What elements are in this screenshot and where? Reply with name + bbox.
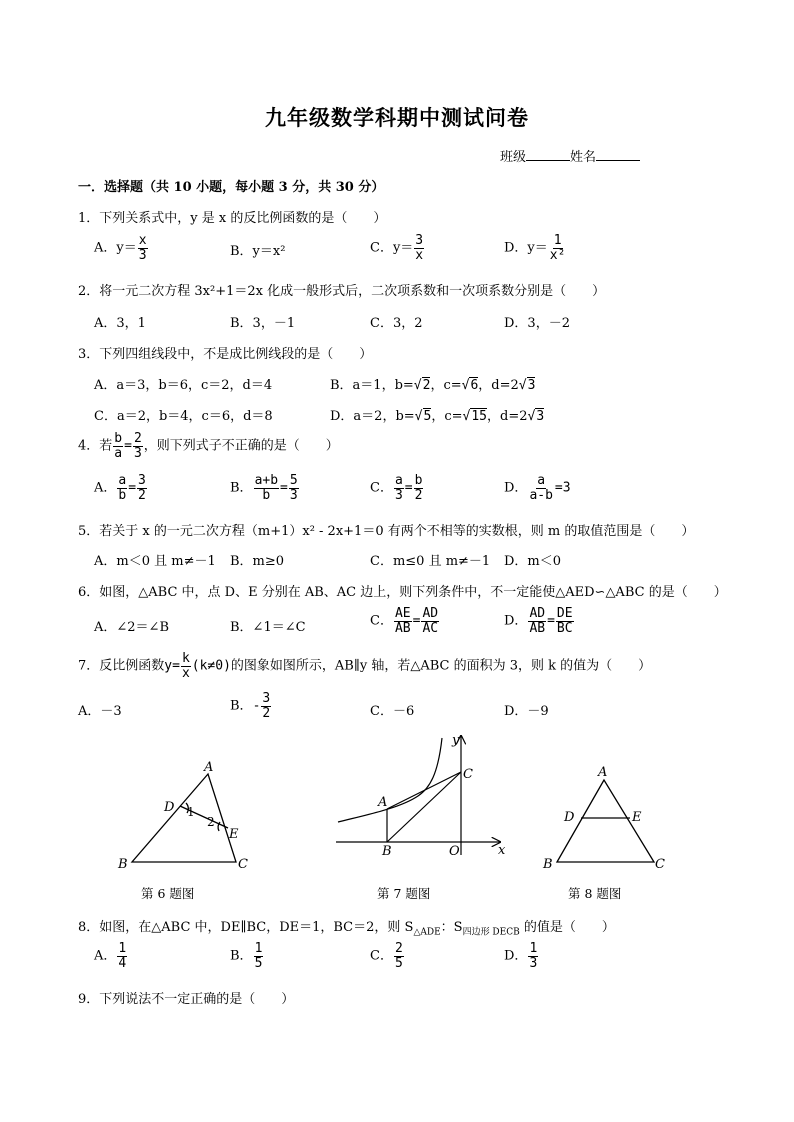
numerator: 3 xyxy=(415,233,424,248)
equals: = xyxy=(547,613,555,629)
subscript: △ADE xyxy=(413,927,441,938)
fraction xyxy=(261,692,271,720)
question-3-option-c: C．a＝2，b＝4，c＝6，d＝8 xyxy=(94,409,273,424)
question-5-option-d: D．m＜0 xyxy=(504,554,562,569)
label-d: D xyxy=(164,800,175,815)
fraction xyxy=(289,474,299,502)
name-label: 姓名 xyxy=(570,150,597,165)
denominator: 3 xyxy=(133,445,142,461)
condition: (k≠0) xyxy=(191,658,231,674)
question-4-option-a xyxy=(94,474,148,502)
option-text: A． xyxy=(94,948,117,964)
question-8-option-b xyxy=(230,942,264,970)
numerator: 3 xyxy=(262,691,271,706)
sqrt-sign: √ xyxy=(462,409,471,424)
numerator: DE xyxy=(556,606,573,621)
label-c: C xyxy=(238,857,248,872)
figure-7-graph xyxy=(330,730,510,860)
option-text: A． xyxy=(94,480,117,496)
question-5-option-b: B．m≥0 xyxy=(230,554,285,569)
label-e: E xyxy=(229,827,239,842)
question-1-option-c xyxy=(370,234,425,262)
class-blank xyxy=(526,149,570,161)
denominator: a xyxy=(114,445,123,461)
option-text: D．a＝2，b= xyxy=(330,409,415,424)
minus-sign: - xyxy=(252,698,261,714)
denominator: b xyxy=(118,487,127,503)
label-b: B xyxy=(543,857,553,872)
label-angle-2: 2 xyxy=(207,815,215,829)
option-text: ，c= xyxy=(430,378,462,393)
option-text: ，d=2 xyxy=(478,378,519,393)
question-4-option-b xyxy=(230,474,300,502)
question-5-option-c: C．m≤0 且 m≠－1 xyxy=(370,554,491,569)
fraction xyxy=(254,942,264,970)
denominator: a-b xyxy=(529,487,553,503)
question-8-option-a xyxy=(94,942,128,970)
figure-8-triangle xyxy=(540,762,670,874)
label-a: A xyxy=(598,765,608,780)
question-6-option-a: A．∠2＝∠B xyxy=(94,620,169,635)
section-heading: 一．选择题（共 10 小题，每小题 3 分，共 30 分） xyxy=(78,180,385,195)
question-8-option-c xyxy=(370,942,405,970)
option-text: C．y＝ xyxy=(370,240,414,256)
label-b: B xyxy=(118,857,128,872)
figure-6-caption: 第 6 题图 xyxy=(141,886,195,901)
numerator: 5 xyxy=(289,473,298,488)
fraction xyxy=(117,942,127,970)
denominator: 3 xyxy=(138,247,147,263)
radicand: 6 xyxy=(470,378,479,393)
numerator: x xyxy=(138,233,147,248)
numerator: AD xyxy=(529,606,546,621)
numerator: 3 xyxy=(138,473,146,488)
figure-6-triangle xyxy=(110,756,270,876)
fraction xyxy=(528,942,538,970)
question-6-option-c xyxy=(370,607,440,635)
option-text: C． xyxy=(370,613,393,629)
question-1-option-d xyxy=(504,234,567,262)
radicand: 3 xyxy=(536,409,545,424)
equation-lhs: y= xyxy=(164,658,180,674)
class-name-line xyxy=(500,146,640,165)
fraction xyxy=(113,432,123,460)
label-y: y xyxy=(452,733,460,748)
stem-text: 4．若 xyxy=(78,438,113,454)
option-text: B． xyxy=(230,480,253,496)
label-e: E xyxy=(632,810,642,825)
question-2-option-d: D．3，－2 xyxy=(504,316,570,331)
denominator: x² xyxy=(549,247,566,263)
option-text: =3 xyxy=(554,480,571,496)
question-1-option-a xyxy=(94,234,149,262)
denominator: AB xyxy=(529,620,546,636)
option-text: B．a＝1，b= xyxy=(330,378,414,393)
question-3-stem: 3．下列四组线段中，不是成比例线段的是（ ） xyxy=(78,347,373,362)
denominator: b xyxy=(262,487,271,503)
question-8-stem xyxy=(78,916,615,938)
radicand: 2 xyxy=(422,378,431,393)
stem-text: 的值是（ ） xyxy=(519,920,615,935)
option-text: B． xyxy=(230,698,253,714)
numerator: 2 xyxy=(394,941,403,956)
numerator: 1 xyxy=(553,233,562,248)
denominator: x xyxy=(181,665,190,681)
fraction xyxy=(254,474,279,502)
option-text: C． xyxy=(370,948,393,964)
question-6-stem: 6．如图，△ABC 中，点 D、E 分别在 AB、AC 边上，则下列条件中，不一定能使△AED∽△ABC 的是（ ） xyxy=(78,585,727,600)
triangle-abc xyxy=(132,774,236,862)
fraction xyxy=(421,607,439,635)
option-text: D． xyxy=(504,948,528,964)
option-text: A．y＝ xyxy=(94,240,137,256)
fraction xyxy=(394,607,412,635)
radicand: 3 xyxy=(527,378,536,393)
question-1-option-b: B．y＝x² xyxy=(230,244,286,259)
numerator: a xyxy=(537,473,546,488)
numerator: b xyxy=(414,473,423,488)
question-9-stem: 9．下列说法不一定正确的是（ ） xyxy=(78,992,295,1007)
numerator: 2 xyxy=(133,431,142,446)
denominator: 2 xyxy=(138,487,146,503)
denominator: 5 xyxy=(394,955,403,971)
denominator: 3 xyxy=(394,487,403,503)
numerator: 1 xyxy=(254,941,263,956)
label-d: D xyxy=(564,810,575,825)
fraction xyxy=(528,607,546,635)
denominator: 2 xyxy=(262,705,271,721)
sqrt-sign: √ xyxy=(413,378,422,393)
denominator: AC xyxy=(422,620,439,636)
angle-2-arc xyxy=(218,822,220,831)
label-a: A xyxy=(204,760,214,775)
stem-text: 8．如图，在△ABC 中，DE∥BC，DE＝1，BC＝2，则 S xyxy=(78,920,414,935)
question-1-stem: 1．下列关系式中，y 是 x 的反比例函数的是（ ） xyxy=(78,211,387,226)
fraction xyxy=(133,432,143,460)
numerator: k xyxy=(181,651,190,666)
question-7-option-d: D．－9 xyxy=(504,704,549,719)
equals: = xyxy=(404,480,413,496)
question-2-stem: 2．将一元二次方程 3x²+1＝2x 化成一般形式后，二次项系数和一次项系数分别是（ ） xyxy=(78,284,606,299)
fraction xyxy=(528,474,553,502)
stem-text: 7．反比例函数 xyxy=(78,658,165,674)
denominator: 3 xyxy=(289,487,298,503)
subscript: 四边形 DECB xyxy=(462,927,520,938)
denominator: 3 xyxy=(529,955,538,971)
fraction xyxy=(137,474,147,502)
hyperbola-curve xyxy=(338,738,442,822)
question-2-option-b: B．3，－1 xyxy=(230,316,296,331)
option-text: C． xyxy=(370,480,393,496)
class-label: 班级 xyxy=(500,150,527,165)
page-title: 九年级数学科期中测试问卷 xyxy=(265,105,529,130)
figure-7-caption: 第 7 题图 xyxy=(377,886,431,901)
question-2-option-a: A．3，1 xyxy=(94,316,146,331)
fraction xyxy=(556,607,574,635)
figure-8-caption: 第 8 题图 xyxy=(568,886,622,901)
stem-text: 的图象如图所示，AB∥y 轴，若△ABC 的面积为 3，则 k 的值为（ ） xyxy=(230,658,652,674)
numerator: 1 xyxy=(118,941,127,956)
question-4-stem xyxy=(78,432,339,460)
numerator: 1 xyxy=(529,941,538,956)
stem-text: ：S xyxy=(440,920,463,935)
question-2-option-c: C．3，2 xyxy=(370,316,423,331)
segment-bc xyxy=(387,772,461,842)
label-angle-1: 1 xyxy=(187,805,195,819)
numerator: a+b xyxy=(254,473,279,488)
question-3-option-b xyxy=(330,374,535,393)
sqrt-sign: √ xyxy=(414,409,423,424)
label-b: B xyxy=(382,844,392,859)
question-8-option-d xyxy=(504,942,539,970)
denominator: BC xyxy=(556,620,573,636)
fraction xyxy=(414,234,424,262)
numerator: AD xyxy=(422,606,439,621)
question-6-option-b: B．∠1＝∠C xyxy=(230,620,306,635)
option-text: ，c= xyxy=(431,409,463,424)
numerator: AE xyxy=(394,606,411,621)
question-5-option-a: A．m＜0 且 m≠－1 xyxy=(94,554,216,569)
question-4-option-d xyxy=(504,474,571,502)
question-7-option-b xyxy=(230,692,272,720)
fraction xyxy=(414,474,424,502)
denominator: x xyxy=(415,247,424,263)
denominator: 4 xyxy=(118,955,127,971)
option-text: ，d=2 xyxy=(487,409,528,424)
numerator: b xyxy=(114,431,123,446)
stem-text: ，则下列式子不正确的是（ ） xyxy=(143,438,339,454)
numerator: a xyxy=(118,473,127,488)
radicand: 5 xyxy=(423,409,432,424)
denominator: 5 xyxy=(254,955,263,971)
question-3-option-d xyxy=(330,405,544,424)
fraction xyxy=(394,942,404,970)
equals: = xyxy=(280,480,288,496)
question-3-option-a: A．a＝3，b＝6，c＝2，d＝4 xyxy=(94,378,273,393)
fraction xyxy=(138,234,148,262)
question-7-option-c: C．－6 xyxy=(370,704,415,719)
sqrt-sign: √ xyxy=(461,378,470,393)
option-text: D． xyxy=(504,613,528,629)
equals: = xyxy=(124,438,132,454)
label-a: A xyxy=(378,795,388,810)
sqrt-sign: √ xyxy=(518,378,527,393)
question-7-option-a: A．－3 xyxy=(78,704,122,719)
fraction xyxy=(117,474,127,502)
equals: = xyxy=(412,613,421,629)
fraction xyxy=(549,234,567,262)
label-x: x xyxy=(498,843,506,858)
label-c: C xyxy=(655,857,665,872)
radicand: 15 xyxy=(471,409,487,424)
segment-ac xyxy=(387,772,461,809)
equals: = xyxy=(128,480,137,496)
denominator: AB xyxy=(394,620,411,636)
denominator: 2 xyxy=(414,487,423,503)
question-7-stem xyxy=(78,652,651,680)
numerator: a xyxy=(394,473,403,488)
question-4-option-c xyxy=(370,474,424,502)
fraction xyxy=(181,652,191,680)
label-c: C xyxy=(463,767,473,782)
name-blank xyxy=(596,149,640,161)
label-o: O xyxy=(449,844,460,859)
sqrt-sign: √ xyxy=(527,409,536,424)
option-text: B． xyxy=(230,948,253,964)
option-text: D． xyxy=(504,480,528,496)
question-6-option-d xyxy=(504,607,575,635)
option-text: D．y＝ xyxy=(504,240,548,256)
question-5-stem: 5．若关于 x 的一元二次方程（m+1）x² - 2x+1＝0 有两个不相等的实数根，则 m 的取值范围是（ ） xyxy=(78,524,695,539)
fraction xyxy=(394,474,404,502)
